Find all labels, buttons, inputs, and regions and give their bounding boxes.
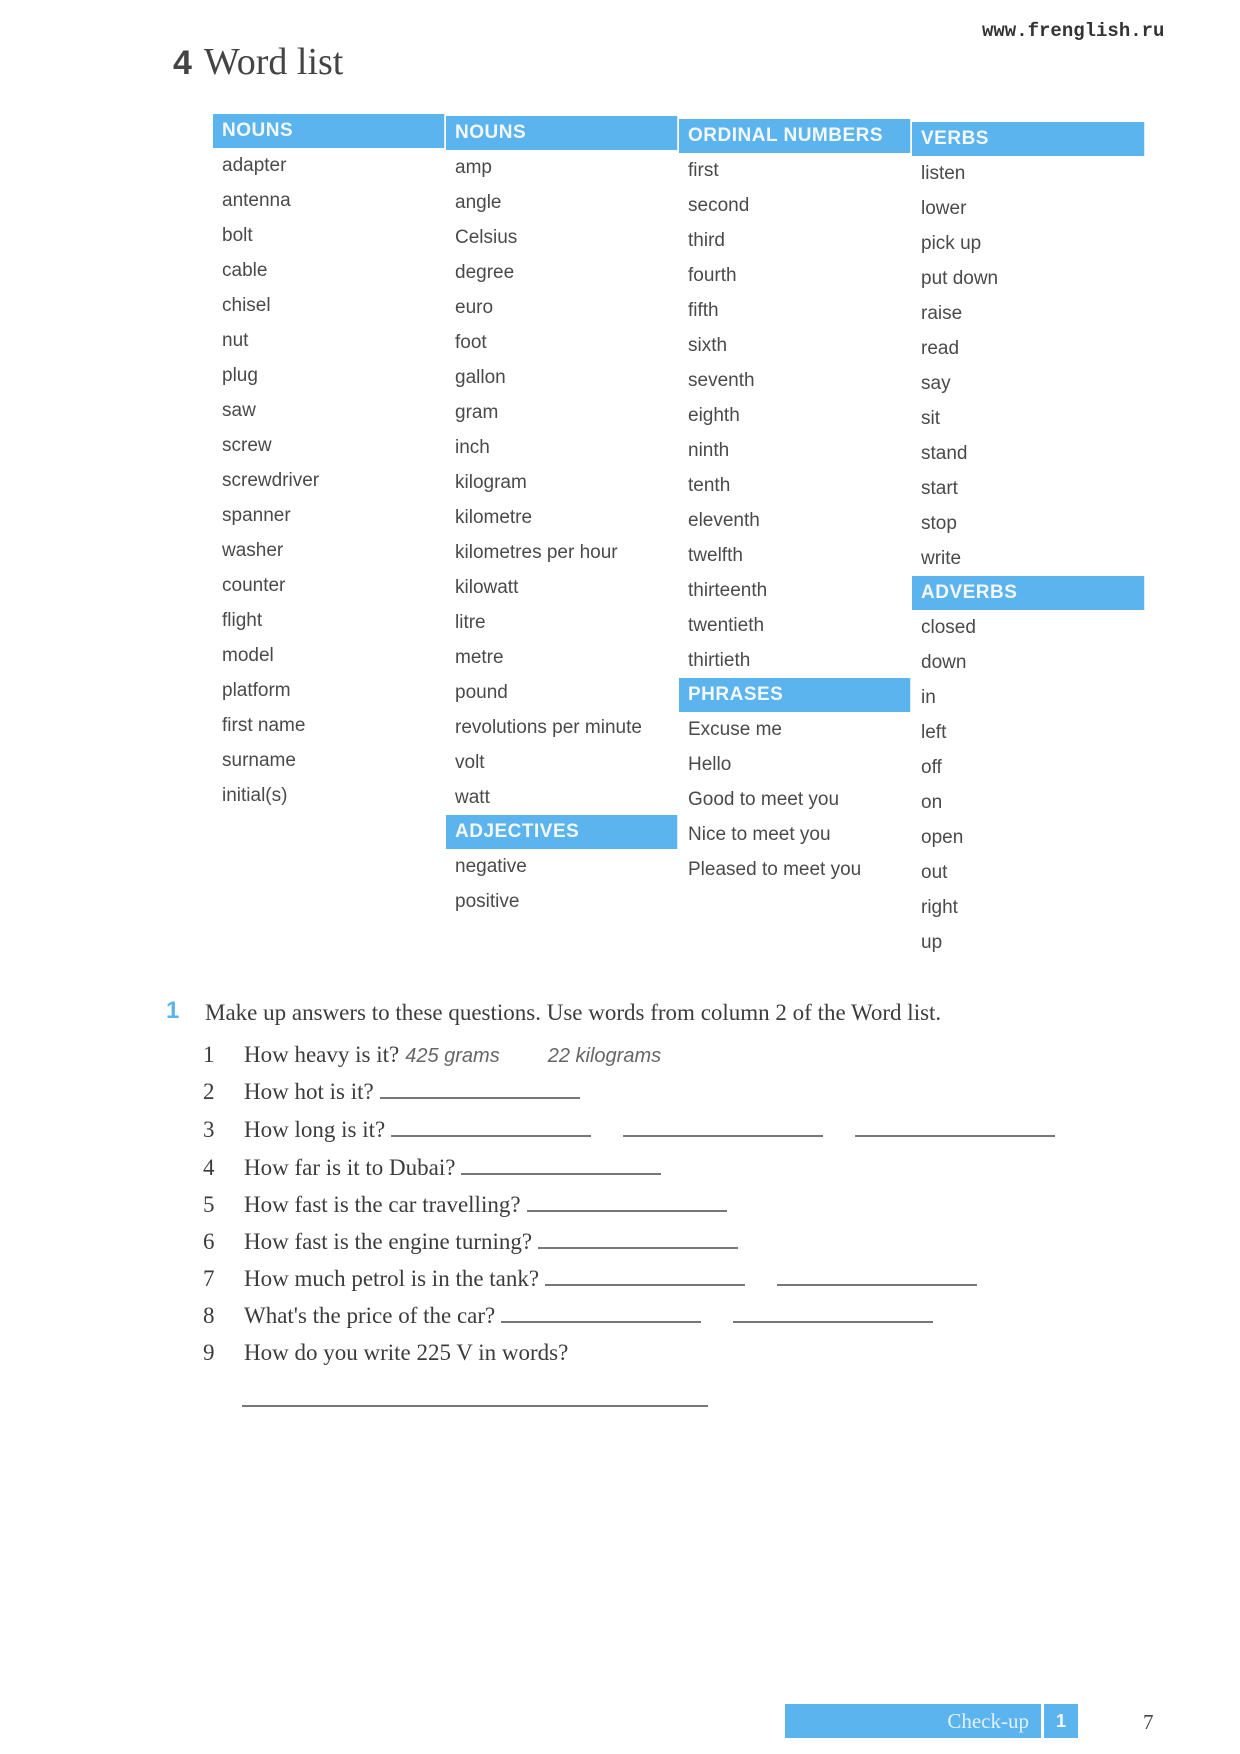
word-item: closed [921,617,976,638]
word-item: put down [921,268,999,289]
word-item: Pleased to meet you [688,859,862,880]
column-heading: NOUNS [213,114,445,148]
word-item: say [921,373,951,394]
question-number: 6 [203,1229,215,1254]
word-item: Excuse me [688,719,782,740]
word-item: up [921,932,943,953]
word-item: screwdriver [222,470,320,491]
word-item: spanner [222,505,291,526]
word-item: negative [455,856,527,877]
word-item: twentieth [688,615,765,636]
question-text: How long is it? [244,1117,386,1142]
question-number: 7 [203,1266,215,1291]
word-item: thirtieth [688,650,751,671]
question-item [203,1303,933,1329]
question-item [203,1079,580,1105]
column-heading: ORDINAL NUMBERS [679,119,911,153]
question-text: What's the price of the car? [244,1303,496,1328]
word-item: third [688,230,725,251]
word-item: watt [455,787,490,808]
word-item: start [921,478,958,499]
word-item: counter [222,575,286,596]
word-item: off [921,757,942,778]
word-item: cable [222,260,268,281]
word-item: kilowatt [455,577,519,598]
question-text: How fast is the car travelling? [244,1192,521,1217]
exercise-instruction: Make up answers to these questions. Use words from column 2 of the Word list. [205,1000,942,1025]
word-item: degree [455,262,515,283]
word-item: twelfth [688,545,743,566]
question-number: 4 [203,1155,215,1180]
question-item [203,1229,738,1255]
answer-blank[interactable] [380,1079,580,1099]
word-item: antenna [222,190,291,211]
question-number: 3 [203,1117,215,1142]
word-item: Nice to meet you [688,824,831,845]
page-number: 7 [1143,1710,1154,1734]
word-item: tenth [688,475,731,496]
word-item: plug [222,365,258,386]
word-item: kilogram [455,472,527,493]
word-item: model [222,645,274,666]
word-item: read [921,338,960,359]
word-item: surname [222,750,296,771]
word-item: Good to meet you [688,789,840,810]
answer-blank[interactable] [733,1303,933,1323]
word-item: eleventh [688,510,760,531]
word-item: fourth [688,265,737,286]
word-item: listen [921,163,966,184]
question-item [203,1192,727,1218]
question-text: How do you write 225 V in words? [244,1340,569,1365]
answer-blank[interactable] [538,1229,738,1249]
footer-checkup-label: Check-up [785,1704,1041,1738]
word-item: bolt [222,225,253,246]
answer-blank[interactable] [855,1117,1055,1137]
word-column-4 [912,122,1145,960]
example-answer: 425 grams [405,1045,500,1067]
answer-blank[interactable] [527,1192,727,1212]
answer-blank[interactable] [391,1117,591,1137]
question-item [203,1266,977,1292]
question-text: How hot is it? [244,1079,374,1104]
word-item: first name [222,715,306,736]
footer-unit-number: 1 [1044,1704,1078,1738]
word-item: revolutions per minute [455,717,642,738]
question-number: 8 [203,1303,215,1328]
word-item: down [921,652,967,673]
question-text: How heavy is it? [244,1042,400,1067]
word-item: on [921,792,943,813]
question-item [203,1155,661,1181]
word-item: positive [455,891,520,912]
question-item [203,1042,661,1068]
column-heading: NOUNS [446,116,678,150]
word-item: gallon [455,367,506,388]
question-item [203,1340,568,1366]
word-item: eighth [688,405,740,426]
word-item: adapter [222,155,287,176]
example-answer: 22 kilograms [547,1045,662,1067]
word-item: sit [921,408,940,429]
word-item: sixth [688,335,728,356]
word-item: saw [222,400,256,421]
question-text: How fast is the engine turning? [244,1229,533,1254]
word-item: inch [455,437,490,458]
exercise-number: 1 [166,997,180,1024]
word-item: amp [455,157,492,178]
section-title [173,40,343,84]
word-item: angle [455,192,502,213]
word-item: kilometres per hour [455,542,618,563]
word-item: left [921,722,947,743]
word-item: flight [222,610,263,631]
word-item: Celsius [455,227,518,248]
question-number: 2 [203,1079,215,1104]
answer-blank[interactable] [461,1155,661,1175]
word-item: volt [455,752,485,773]
word-item: ninth [688,440,730,461]
word-item: stop [921,513,957,534]
answer-line-q9[interactable] [242,1405,708,1407]
column-heading: ADVERBS [912,576,1145,610]
section-number: 4 [173,44,192,82]
word-item: Hello [688,754,732,775]
word-item: pick up [921,233,982,254]
question-number: 5 [203,1192,215,1217]
answer-blank[interactable] [623,1117,823,1137]
word-item: thirteenth [688,580,768,601]
word-item: euro [455,297,494,318]
column-heading: VERBS [912,122,1145,156]
word-item: open [921,827,964,848]
word-item: first [688,160,719,181]
word-item: chisel [222,295,271,316]
question-text: How far is it to Dubai? [244,1155,456,1180]
word-item: in [921,687,936,708]
word-column-1 [213,114,445,813]
word-item: nut [222,330,249,351]
word-item: platform [222,680,291,701]
section-title-text: Word list [203,41,344,83]
word-item: pound [455,682,508,703]
word-item: right [921,897,958,918]
site-url: www.frenglish.ru [982,20,1165,42]
word-item: out [921,862,948,883]
word-item: stand [921,443,968,464]
column-heading: ADJECTIVES [446,815,678,849]
question-number: 9 [203,1340,215,1365]
word-item: fifth [688,300,719,321]
word-item: second [688,195,750,216]
answer-blank[interactable] [777,1266,977,1286]
word-column-2 [446,116,678,919]
word-item: lower [921,198,967,219]
question-number: 1 [203,1042,215,1067]
answer-blank[interactable] [501,1303,701,1323]
word-item: litre [455,612,486,633]
word-item: washer [222,540,284,561]
answer-blank[interactable] [545,1266,745,1286]
word-item: seventh [688,370,755,391]
word-item: raise [921,303,963,324]
word-item: metre [455,647,504,668]
question-item [203,1117,1055,1143]
word-item: initial(s) [222,785,288,806]
word-item: foot [455,332,487,353]
word-item: kilometre [455,507,533,528]
column-heading: PHRASES [679,678,911,712]
word-item: write [921,548,962,569]
question-text: How much petrol is in the tank? [244,1266,540,1291]
word-column-3 [679,119,911,887]
word-item: screw [222,435,272,456]
word-item: gram [455,402,499,423]
